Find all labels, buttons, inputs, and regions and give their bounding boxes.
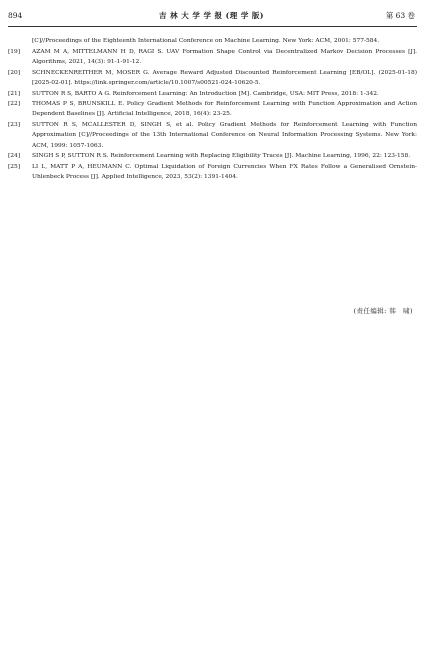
reference-number: [22] — [8, 101, 21, 108]
reference-text: LI L, MATT P A, HEUMANN C. Optimal Liquidation of Foreign Currencies When FX Rates Follow a Generalised Ornstein-Uhlenbeck Process [J]. Applied Intelligence, 2023, 53(2): 1391-1404. — [32, 163, 417, 181]
volume-label: 第 63 卷 — [385, 11, 415, 20]
journal-title: 吉 林 大 学 学 报 (理 学 版) — [159, 11, 264, 20]
reference-number: [19] — [8, 48, 21, 55]
reference-text: SINGH S P, SUTTON R S. Reinforcement Learning with Replacing Eligibility Traces [J]. Machine Learning, 1996, 22: 123-158. — [32, 153, 411, 160]
reference-text: AZAM M A, MITTELMANN H D, RAGI S. UAV Formation Shape Control via Decentralized Markov Decision Processes [J]. Algorithms, 2021, 14(3): 91-1-91-12. — [32, 48, 417, 65]
reference-text: [C]//Proceedings of the Eighteenth International Conference on Machine Learning. New York: ACM, 2001: 577-584. — [32, 38, 380, 44]
reference-text: SUTTON R S, BARTO A G. Reinforcement Learning: An Introduction [M]. Cambridge, USA: MIT Press, 2018: 1-342. — [32, 90, 379, 97]
header-rule — [8, 26, 417, 27]
reference-item — [8, 120, 417, 151]
page-number: 894 — [8, 11, 23, 20]
editor-note: (责任编辑: 韩 啸) — [353, 307, 413, 315]
reference-item — [8, 68, 417, 88]
reference-item — [8, 89, 417, 99]
reference-number: [20] — [8, 69, 21, 76]
reference-item — [8, 47, 417, 67]
page-header — [8, 10, 415, 22]
reference-list — [8, 36, 417, 183]
reference-item — [8, 151, 417, 161]
reference-item — [8, 36, 417, 46]
reference-item — [8, 99, 417, 119]
reference-text: SUTTON R S, MCALLESTER D, SINGH S, et al. Policy Gradient Methods for Reinforcement Learning with Function Approximation [C]//Proceedings of the 13th International Conference on Neural Information Processing Systems. New York: ACM, 1999: 1057-1063. — [32, 122, 417, 149]
reference-item — [8, 162, 417, 182]
reference-number: [25] — [8, 163, 21, 170]
reference-number: [21] — [8, 90, 21, 97]
reference-number: [23] — [8, 122, 21, 129]
reference-text: THOMAS P S, BRUNSKILL E. Policy Gradient Methods for Reinforcement Learning with Function Approximation and Action Dependent Baselines [J]. Artificial Intelligence, 2018, 16(4): 23-25. — [32, 101, 417, 118]
reference-number: [24] — [8, 153, 21, 160]
reference-text: SCHNECKENREITHER M, MOSER G. Average Reward Adjusted Discounted Reinforcement Learning [EB/OL]. (2025-01-18)[2025-02-01]. https://link.springer.com/article/10.1007/s00521-024-10620-5. — [32, 69, 417, 86]
